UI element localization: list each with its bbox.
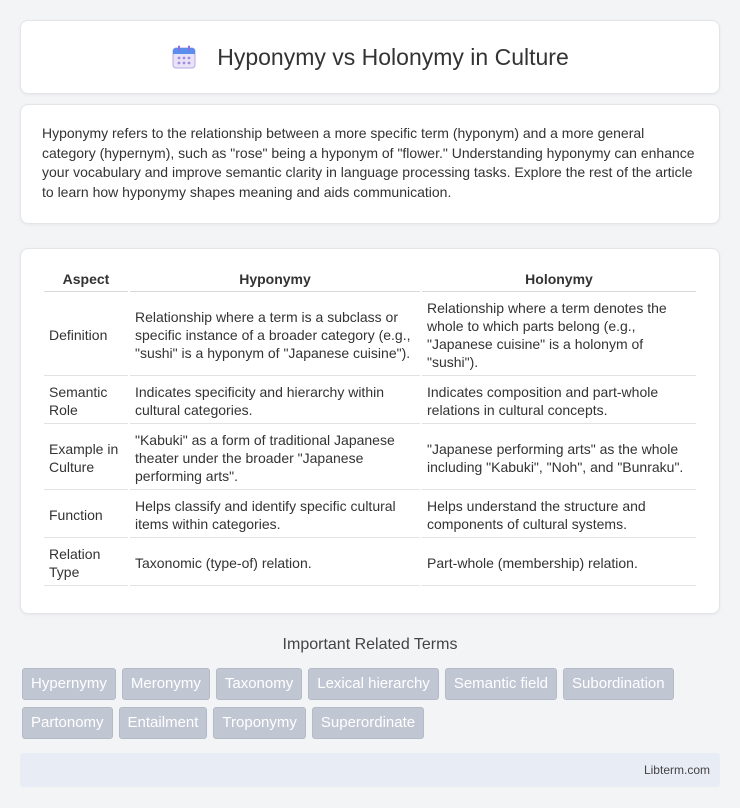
row-aspect: Semantic Role xyxy=(44,378,128,424)
tag-partonomy[interactable]: Partonomy xyxy=(22,707,113,739)
tag-taxonomy[interactable]: Taxonomy xyxy=(216,668,302,700)
tag-lexical-hierarchy[interactable]: Lexical hierarchy xyxy=(308,668,439,700)
header-card xyxy=(20,20,720,94)
row-aspect: Function xyxy=(44,492,128,538)
row-hyponymy: Indicates specificity and hierarchy within cultural categories. xyxy=(130,378,420,424)
tag-superordinate[interactable]: Superordinate xyxy=(312,707,424,739)
page-title: Hyponymy vs Holonymy in Culture xyxy=(217,43,569,70)
row-hyponymy: "Kabuki" as a form of traditional Japanese theater under the broader "Japanese performing arts". xyxy=(130,426,420,490)
row-aspect: Example in Culture xyxy=(44,426,128,490)
row-holonymy: "Japanese performing arts" as the whole including "Kabuki", "Noh", and "Bunraku". xyxy=(422,426,696,490)
footer-site-link[interactable]: Libterm.com xyxy=(643,763,710,777)
table-row xyxy=(44,492,696,538)
row-holonymy: Indicates composition and part-whole relations in cultural concepts. xyxy=(422,378,696,424)
tag-hypernymy[interactable]: Hypernymy xyxy=(22,668,116,700)
row-holonymy: Helps understand the structure and components of cultural systems. xyxy=(422,492,696,538)
row-aspect: Relation Type xyxy=(44,540,128,586)
table-row xyxy=(44,378,696,424)
table-header-row xyxy=(44,265,696,292)
calendar-icon xyxy=(171,44,197,70)
row-holonymy: Relationship where a term denotes the whole to which parts belong (e.g., "Japanese cuisine" is a holonym of "sushi"). xyxy=(422,294,696,376)
row-hyponymy: Relationship where a term is a subclass or specific instance of a broader category (e.g., "sushi" is a hyponym of "Japanese cuisine"). xyxy=(130,294,420,376)
header-holonymy: Holonymy xyxy=(422,265,696,292)
tag-subordination[interactable]: Subordination xyxy=(563,668,674,700)
comparison-table-card xyxy=(20,248,720,614)
footer xyxy=(20,753,720,787)
tag-semantic-field[interactable]: Semantic field xyxy=(445,668,557,700)
header-hyponymy: Hyponymy xyxy=(130,265,420,292)
row-hyponymy: Helps classify and identify specific cultural items within categories. xyxy=(130,492,420,538)
related-terms-title: Important Related Terms xyxy=(282,636,458,653)
tag-troponymy[interactable]: Troponymy xyxy=(213,707,305,739)
row-hyponymy: Taxonomic (type-of) relation. xyxy=(130,540,420,586)
row-holonymy: Part-whole (membership) relation. xyxy=(422,540,696,586)
intro-text: Hyponymy refers to the relationship between a more specific term (hyponym) and a more general category (hypernym), such as "rose" being a hyponym of "flower." Understanding hyponymy can enhance your vocabulary and improve semantic clarity in language processing tasks. Explore the rest of the article to learn how hyponymy shapes meaning and aids communication. xyxy=(42,125,695,200)
tag-entailment[interactable]: Entailment xyxy=(119,707,208,739)
header-aspect: Aspect xyxy=(44,265,128,292)
comparison-table xyxy=(42,263,698,588)
table-row xyxy=(44,540,696,586)
intro-card xyxy=(20,104,720,224)
table-row xyxy=(44,426,696,490)
table-row xyxy=(44,294,696,376)
row-aspect: Definition xyxy=(44,294,128,376)
related-terms-list xyxy=(22,668,722,739)
tag-meronymy[interactable]: Meronymy xyxy=(122,668,210,700)
